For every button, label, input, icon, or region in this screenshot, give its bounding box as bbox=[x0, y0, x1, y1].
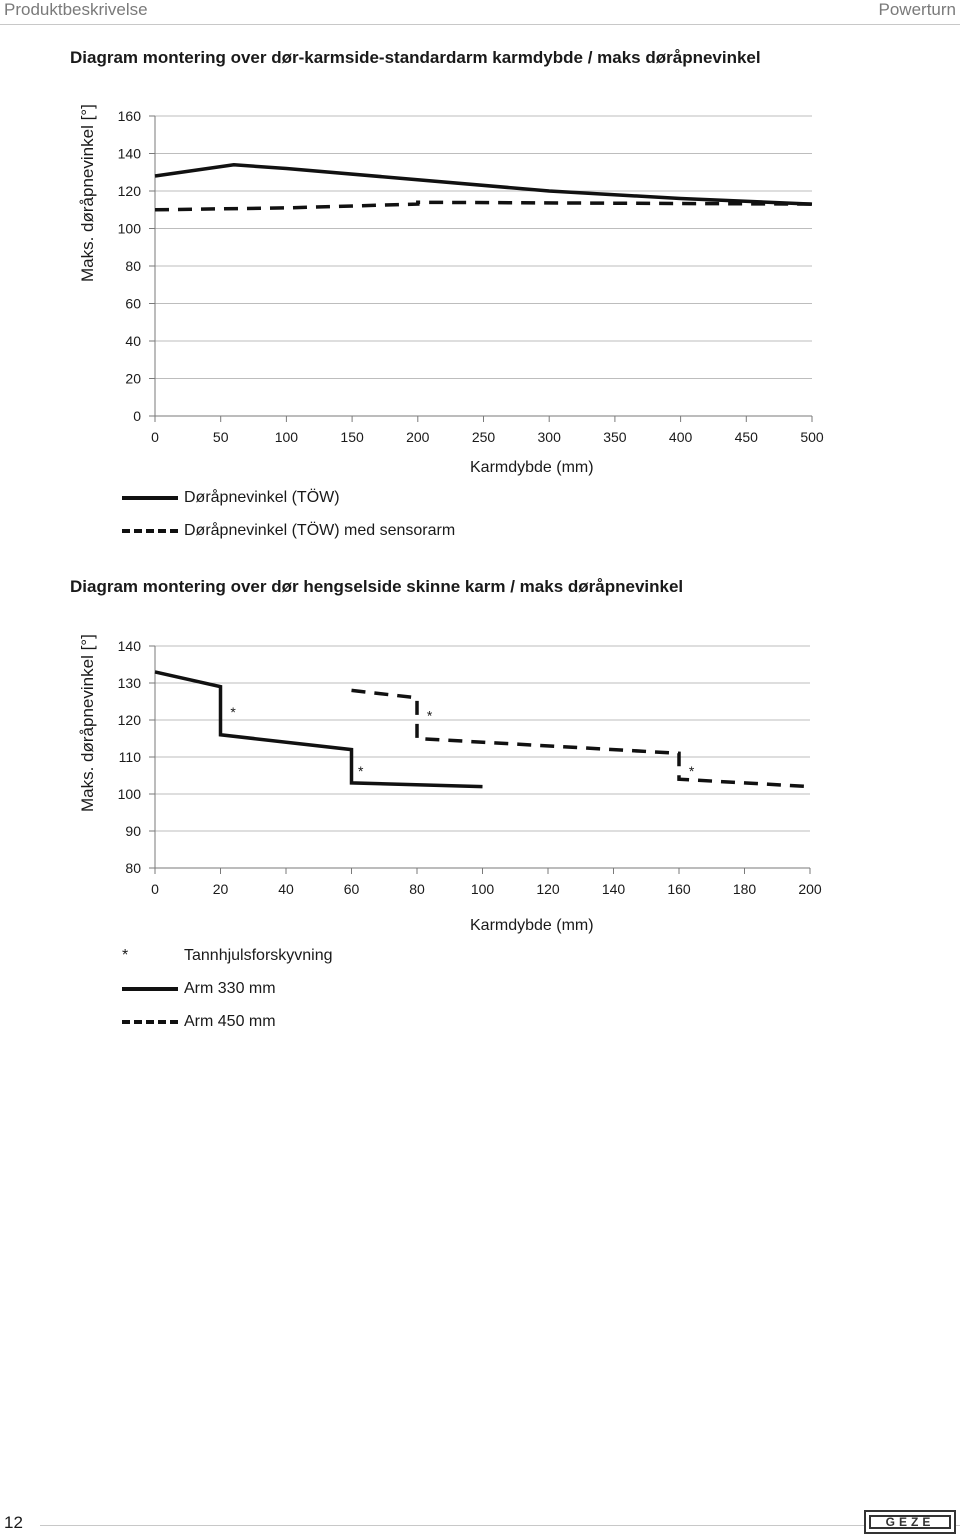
chart2-y-axis-label: Maks. døråpnevinkel [°] bbox=[78, 634, 97, 812]
chart1-x-tick-label: 50 bbox=[212, 429, 229, 445]
legend-label: Døråpnevinkel (TÖW) med sensorarm bbox=[184, 522, 456, 539]
chart1-y-tick-label: 120 bbox=[117, 183, 141, 199]
chart2-title: Diagram montering over dør hengselside skinne karm / maks døråpnevinkel bbox=[70, 577, 684, 596]
chart2-y-tick-label: 140 bbox=[117, 638, 141, 654]
chart2-x-tick-label: 120 bbox=[536, 881, 560, 897]
chart2-x-tick-label: 60 bbox=[343, 881, 360, 897]
chart1-title: Diagram montering over dør-karmside-standardarm karmdybde / maks døråpnevinkel bbox=[70, 48, 761, 67]
chart1-x-tick-label: 300 bbox=[537, 429, 561, 445]
chart2-series-1-line bbox=[155, 672, 483, 787]
chart2-x-axis-label: Karmdybde (mm) bbox=[470, 917, 594, 934]
chart2-x-tick-label: 40 bbox=[278, 881, 294, 897]
chart1-y-tick-label: 60 bbox=[125, 295, 141, 312]
chart1-y-tick-label: 80 bbox=[125, 258, 141, 274]
chart1-x-axis-label: Karmdybde (mm) bbox=[470, 459, 594, 476]
chart1-y-tick-label: 40 bbox=[125, 333, 141, 349]
chart1-x-tick-label: 500 bbox=[800, 429, 824, 445]
legend-solid-line-swatch bbox=[122, 987, 178, 991]
legend-label: Døråpnevinkel (TÖW) bbox=[184, 489, 340, 506]
legend-label: Arm 450 mm bbox=[184, 1013, 276, 1030]
chart2-legend-item-dashed bbox=[122, 1010, 276, 1034]
chart1-x-tick-label: 0 bbox=[151, 429, 159, 445]
legend-label: Arm 330 mm bbox=[184, 980, 276, 997]
chart1-x-tick-label: 250 bbox=[471, 429, 496, 445]
chart2-x-tick-label: 20 bbox=[212, 881, 229, 897]
chart2-x-tick-label: 100 bbox=[470, 881, 495, 897]
chart1-y-tick-label: 100 bbox=[117, 220, 141, 237]
chart1-x-tick-label: 450 bbox=[734, 429, 758, 445]
chart2-x-tick-label: 180 bbox=[732, 881, 757, 897]
chart2-x-tick-label: 160 bbox=[667, 881, 691, 897]
header-product-name: Powerturn bbox=[878, 0, 956, 19]
page-number: 12 bbox=[0, 1513, 23, 1533]
chart1-x-tick-label: 400 bbox=[668, 429, 693, 445]
legend-label: Tannhjulsforskyvning bbox=[184, 947, 333, 964]
chart1-x-tick-label: 200 bbox=[406, 429, 430, 445]
chart2-annotation-asterisk: * bbox=[358, 763, 364, 780]
footer-divider bbox=[40, 1525, 960, 1526]
chart2-series-2-line bbox=[352, 690, 811, 786]
chart1-x-tick-label: 350 bbox=[603, 429, 627, 445]
geze-logo bbox=[864, 1510, 956, 1534]
chart2-y-tick-label: 100 bbox=[117, 786, 141, 802]
chart2-y-tick-label: 120 bbox=[117, 712, 141, 728]
chart2-x-tick-label: 140 bbox=[601, 881, 626, 897]
chart1-y-tick-label: 20 bbox=[125, 370, 141, 387]
chart2-y-tick-label: 80 bbox=[125, 860, 141, 876]
chart1-x-tick-label: 100 bbox=[274, 429, 299, 445]
chart1-y-tick-label: 140 bbox=[117, 145, 141, 162]
chart2-y-tick-label: 90 bbox=[125, 823, 141, 839]
chart2-x-tick-label: 80 bbox=[409, 881, 425, 897]
legend-dashed-line-swatch bbox=[122, 1020, 178, 1024]
chart1-y-tick-label: 160 bbox=[117, 108, 141, 124]
chart2-y-tick-label: 110 bbox=[118, 749, 141, 765]
chart2-x-tick-label: 0 bbox=[151, 881, 159, 897]
chart2-legend-note bbox=[122, 944, 333, 968]
chart2-x-tick-label: 200 bbox=[798, 881, 822, 897]
header-section-title: Produktbeskrivelse bbox=[4, 0, 148, 19]
legend-asterisk: * bbox=[122, 947, 129, 964]
chart2-annotation-asterisk: * bbox=[426, 707, 433, 724]
chart2-y-tick-label: 130 bbox=[117, 675, 141, 691]
chart2-legend-item-solid bbox=[122, 977, 276, 1001]
chart1-x-tick-label: 150 bbox=[340, 429, 364, 445]
chart1-y-tick-label: 0 bbox=[133, 408, 141, 424]
chart2-annotation-asterisk: * bbox=[230, 703, 236, 720]
chart2-annotation-asterisk: * bbox=[688, 763, 695, 780]
chart1-y-axis-label: Maks. døråpnevinkel [°] bbox=[78, 104, 97, 282]
logo-text: GEZE bbox=[869, 1515, 951, 1529]
